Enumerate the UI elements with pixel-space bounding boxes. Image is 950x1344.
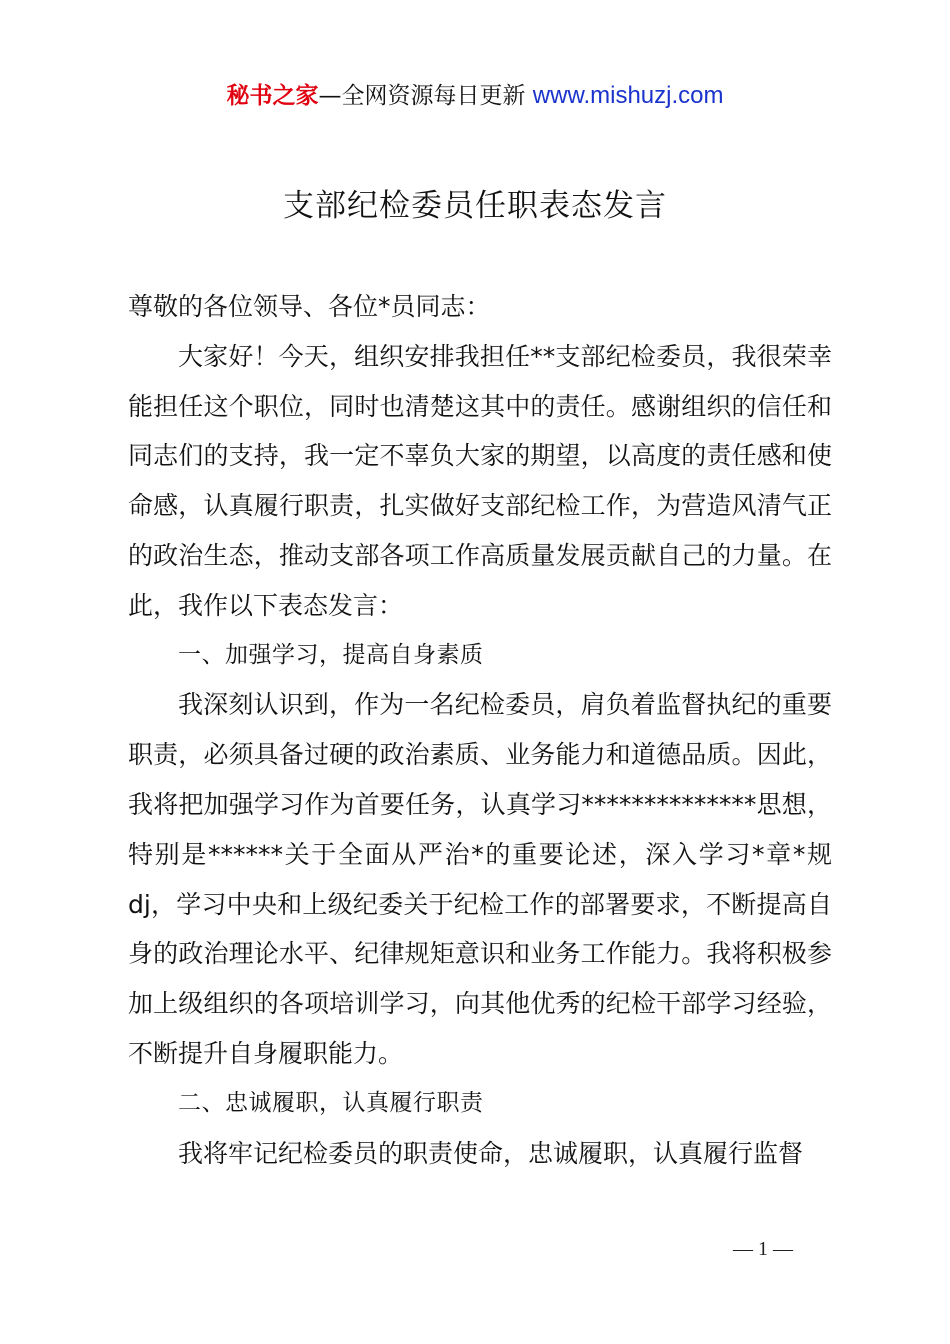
section-heading-1: 一、加强学习，提高自身素质 <box>178 641 484 668</box>
paragraph-study: 我深刻认识到，作为一名纪检委员，肩负着监督执纪的重要职责，必须具备过硬的政治素质、业务能力和道德品质。因此，我将把加强学习作为首要任务，认真学习**************思想，特别是******关于全面从严治*的重要论述，深入学习*章*规 dj，学习中央和上级纪委关于纪检工作的部署要求，不断提高自身的政治理论水平、纪律规矩意识和业务工作能力。我将积极参加上级组织的各项培训学习，向其他优秀的纪检干部学习经验，不断提升自身履职能力。 <box>128 690 832 1068</box>
site-url-link[interactable]: www.mishuzj.com <box>532 82 724 109</box>
salutation: 尊敬的各位领导、各位*员同志： <box>128 292 491 321</box>
page-number: — 1 — <box>733 1238 793 1260</box>
banner-slogan: —全网资源每日更新 <box>318 83 526 109</box>
document-title: 支部纪检委员任职表态发言 <box>283 188 667 224</box>
site-banner <box>0 80 950 112</box>
section-heading-2: 二、忠诚履职，认真履行职责 <box>178 1089 484 1116</box>
brand-name: 秘书之家 <box>226 83 319 109</box>
paragraph-intro: 大家好！今天，组织安排我担任**支部纪检委员，我很荣幸能担任这个职位，同时也清楚这其中的责任。感谢组织的信任和同志们的支持，我一定不辜负大家的期望，以高度的责任感和使命感，认真履行职责，扎实做好支部纪检工作，为营造风清气正的政治生态，推动支部各项工作高质量发展贡献自己的力量。在此，我作以下表态发言： <box>128 341 832 620</box>
paragraph-duty: 我将牢记纪检委员的职责使命，忠诚履职，认真履行监督 <box>178 1138 804 1168</box>
document-body <box>128 282 832 1178</box>
